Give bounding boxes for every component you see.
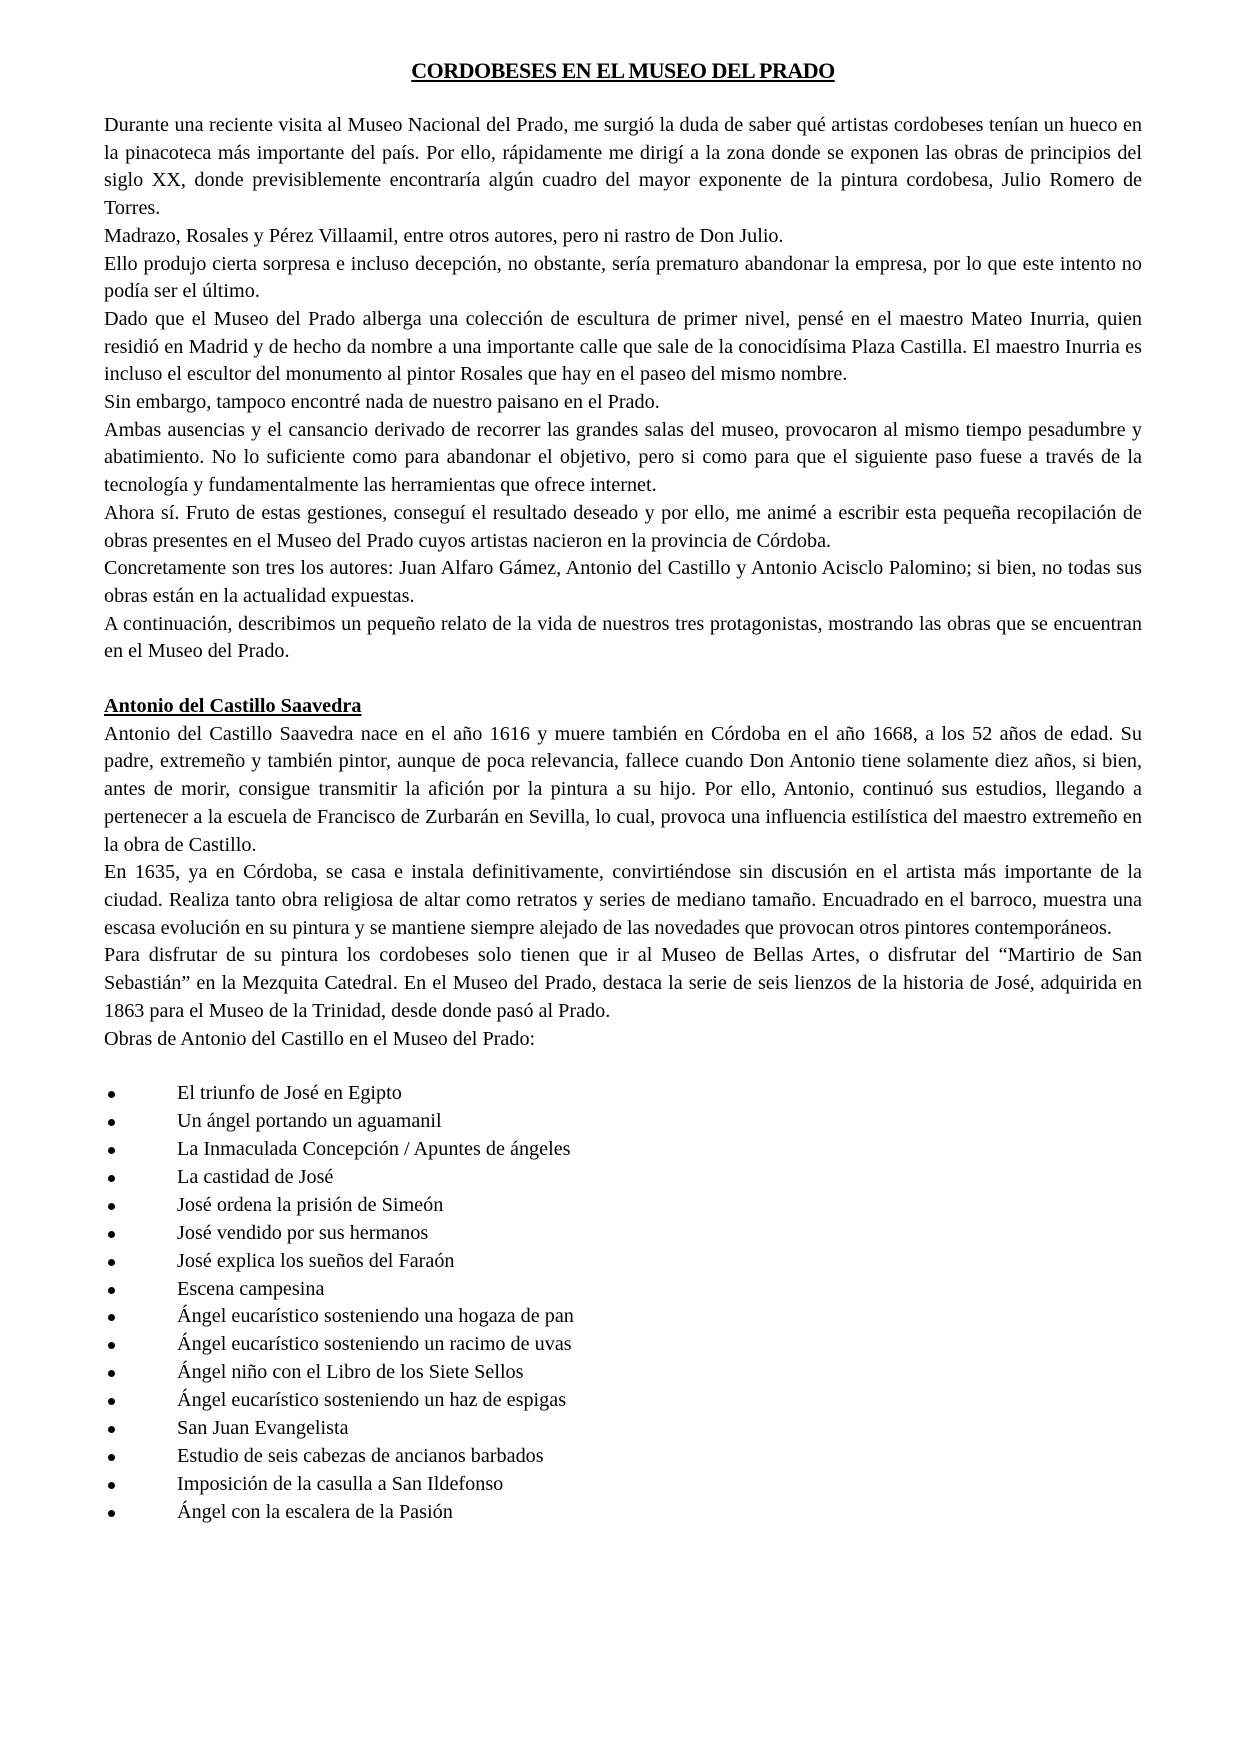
- list-item: [104, 1303, 1142, 1331]
- bullet-icon: [108, 1370, 115, 1377]
- list-item: [104, 1164, 1142, 1192]
- list-item: [104, 1331, 1142, 1359]
- work-title: José ordena la prisión de Simeón: [177, 1193, 444, 1216]
- bullet-icon: [108, 1231, 115, 1238]
- works-list-intro: Obras de Antonio del Castillo en el Museo del Prado:: [104, 1027, 536, 1050]
- bullet-icon: [108, 1119, 115, 1126]
- work-title: La Inmaculada Concepción / Apuntes de ángeles: [177, 1138, 571, 1161]
- bullet-icon: [108, 1203, 115, 1210]
- work-title: Escena campesina: [177, 1277, 325, 1300]
- list-item: [104, 1276, 1142, 1304]
- bullet-icon: [108, 1454, 115, 1461]
- work-title: San Juan Evangelista: [177, 1417, 349, 1440]
- intro-paragraph: Ahora sí. Fruto de estas gestiones, conseguí el resultado deseado y por ello, me animé a escribir esta pequeña recopilación de obras presentes en el Museo del Prado cuyos artistas nacieron en la provincia de Córdoba.: [104, 501, 1142, 552]
- work-title: Un ángel portando un aguamanil: [177, 1110, 442, 1133]
- work-title: José explica los sueños del Faraón: [177, 1249, 455, 1272]
- list-item: [104, 1192, 1142, 1220]
- document-content: [104, 56, 1142, 1527]
- work-title: Ángel con la escalera de la Pasión: [177, 1500, 453, 1523]
- work-title: Ángel niño con el Libro de los Siete Sellos: [177, 1361, 524, 1384]
- bullet-icon: [108, 1510, 115, 1517]
- intro-paragraph: Madrazo, Rosales y Pérez Villaamil, entre otros autores, pero ni rastro de Don Julio.: [104, 224, 784, 247]
- bullet-icon: [108, 1482, 115, 1489]
- spacer: [104, 666, 1142, 693]
- section-heading: Antonio del Castillo Saavedra: [104, 695, 362, 718]
- bullet-icon: [108, 1287, 115, 1294]
- list-item: [104, 1108, 1142, 1136]
- list-item: [104, 1387, 1142, 1415]
- intro-paragraph: Sin embargo, tampoco encontré nada de nuestro paisano en el Prado.: [104, 391, 660, 414]
- bullet-icon: [108, 1314, 115, 1321]
- list-item: [104, 1359, 1142, 1387]
- section-paragraph: Antonio del Castillo Saavedra nace en el año 1616 y muere también en Córdoba en el año 1668, a los 52 años de edad. Su padre, extremeño y también pintor, aunque de poca relevancia, fallece cuando Don Antonio tiene solamente diez años, si bien, antes de morir, consigue transmitir la afición por la pintura a su hijo. Por ello, Antonio, continuó sus estudios, llegando a pertenecer a la escuela de Francisco de Zurbarán en Sevilla, lo cual, provoca una influencia estilística del maestro extremeño en la obra de Castillo.: [104, 722, 1142, 856]
- bullet-icon: [108, 1147, 115, 1154]
- works-list: [104, 1080, 1142, 1527]
- page-title: CORDOBESES EN EL MUSEO DEL PRADO: [411, 58, 835, 83]
- list-item: [104, 1080, 1142, 1108]
- bullet-icon: [108, 1398, 115, 1405]
- work-title: La castidad de José: [177, 1165, 334, 1188]
- work-title: Ángel eucarístico sosteniendo un haz de espigas: [177, 1389, 567, 1412]
- bullet-icon: [108, 1091, 115, 1098]
- bullet-icon: [108, 1342, 115, 1349]
- work-title: José vendido por sus hermanos: [177, 1221, 429, 1244]
- intro-paragraph: A continuación, describimos un pequeño relato de la vida de nuestros tres protagonistas, mostrando las obras que se encuentran en el Museo del Prado.: [104, 612, 1142, 663]
- intro-paragraph: Ello produjo cierta sorpresa e incluso decepción, no obstante, sería prematuro abandonar la empresa, por lo que este intento no podía ser el último.: [104, 252, 1142, 303]
- section-paragraph: En 1635, ya en Córdoba, se casa e instala definitivamente, convirtiéndose sin discusión en el artista más importante de la ciudad. Realiza tanto obra religiosa de altar como retratos y series de mediano tamaño. Encuadrado en el barroco, muestra una escasa evolución en su pintura y se mantiene siempre alejado de las novedades que provocan otros pintores contemporáneos.: [104, 861, 1142, 939]
- list-item: [104, 1220, 1142, 1248]
- intro-paragraph: Ambas ausencias y el cansancio derivado de recorrer las grandes salas del museo, provocaron al mismo tiempo pesadumbre y abatimiento. No lo suficiente como para abandonar el objetivo, pero si como para que el siguiente paso fuese a través de la tecnología y fundamentalmente las herramientas que ofrece internet.: [104, 418, 1142, 497]
- list-item: [104, 1471, 1142, 1499]
- work-title: Ángel eucarístico sosteniendo un racimo de uvas: [177, 1333, 572, 1356]
- bullet-icon: [108, 1175, 115, 1182]
- intro-paragraph: Durante una reciente visita al Museo Nacional del Prado, me surgió la duda de saber qué artistas cordobeses tenían un hueco en la pinacoteca más importante del país. Por ello, rápidamente me dirigí a la zona donde se exponen las obras de principios del siglo XX, donde previsiblemente encontraría algún cuadro del mayor exponente de la pintura cordobesa, Julio Romero de Torres.: [104, 114, 1142, 220]
- work-title: El triunfo de José en Egipto: [177, 1082, 402, 1105]
- intro-paragraph: Concretamente son tres los autores: Juan Alfaro Gámez, Antonio del Castillo y Antonio Acisclo Palomino; si bien, no todas sus obras están en la actualidad expuestas.: [104, 557, 1142, 607]
- work-title: Estudio de seis cabezas de ancianos barbados: [177, 1444, 544, 1467]
- list-item: [104, 1136, 1142, 1164]
- list-item: [104, 1499, 1142, 1527]
- bullet-icon: [108, 1259, 115, 1266]
- list-item: [104, 1248, 1142, 1276]
- list-item: [104, 1443, 1142, 1471]
- section-paragraph: Para disfrutar de su pintura los cordobeses solo tienen que ir al Museo de Bellas Artes, o disfrutar del “Martirio de San Sebastián” en la Mezquita Catedral. En el Museo del Prado, destaca la serie de seis lienzos de la historia de José, adquirida en 1863 para el Museo de la Trinidad, desde donde pasó al Prado.: [104, 944, 1142, 1022]
- work-title: Imposición de la casulla a San Ildefonso: [177, 1472, 504, 1495]
- intro-paragraph: Dado que el Museo del Prado alberga una colección de escultura de primer nivel, pensé en el maestro Mateo Inurria, quien residió en Madrid y de hecho da nombre a una importante calle que sale de la conocidísima Plaza Castilla. El maestro Inurria es incluso el escultor del monumento al pintor Rosales que hay en el paseo del mismo nombre.: [104, 307, 1142, 386]
- spacer: [104, 1053, 1142, 1080]
- work-title: Ángel eucarístico sosteniendo una hogaza de pan: [177, 1305, 574, 1328]
- bullet-icon: [108, 1426, 115, 1433]
- list-item: [104, 1415, 1142, 1443]
